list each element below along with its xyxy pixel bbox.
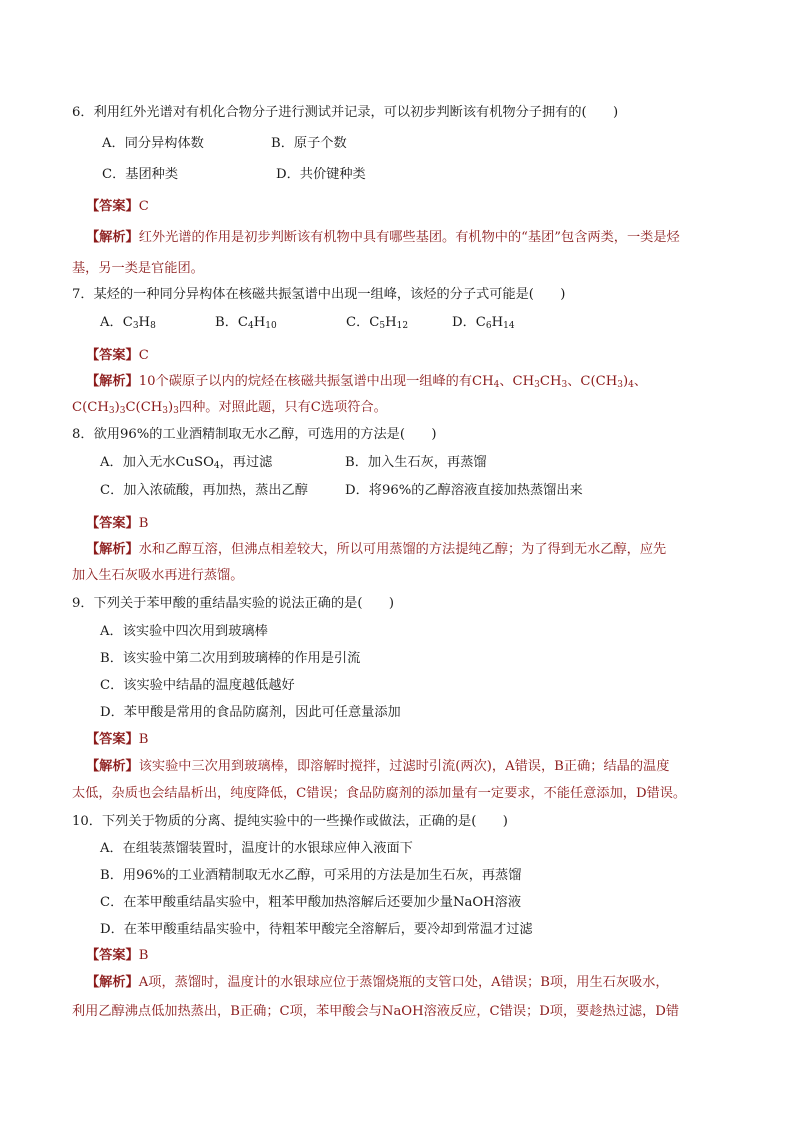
- answer-value: B: [138, 516, 149, 531]
- answer-value: B: [138, 732, 149, 747]
- answer-label: 【答案】: [86, 516, 139, 531]
- question-9-stem: 9．下列关于苯甲酸的重结晶实验的说法正确的是( ): [72, 596, 394, 611]
- question-8-answer: [86, 515, 148, 533]
- explanation-text: 红外光谱的作用是初步判断该有机物中具有哪些基团。有机物中的“基团”包含两类，一类是烃: [138, 230, 680, 245]
- question-8-option-a: A．加入无水CuSO$_4$，再过滤: [100, 455, 273, 471]
- question-9-option-c: C．该实验中结晶的温度越低越好: [100, 678, 295, 693]
- explanation-label: 【解析】: [86, 542, 139, 557]
- answer-label: 【答案】: [86, 948, 139, 963]
- question-10-option-a: A．在组装蒸馏装置时，温度计的水银球应伸入液面下: [100, 841, 413, 856]
- question-6-stem: 6．利用红外光谱对有机化合物分子进行测试并记录，可以初步判断该有机物分子拥有的( ): [72, 105, 619, 120]
- answer-value: C: [138, 199, 149, 214]
- question-7-explanation-line-1: [86, 373, 647, 391]
- question-6-option-c: C．基团种类: [102, 167, 179, 182]
- question-8-option-c: C．加入浓硫酸，再加热，蒸出乙醇: [100, 483, 308, 498]
- question-8-explanation-line-2: 加入生石灰吸水再进行蒸馏。: [72, 568, 244, 583]
- question-9-option-d: D．苯甲酸是常用的食品防腐剂，因此可任意量添加: [100, 705, 401, 720]
- question-7-option-b: B．$C_4H_{10}$: [215, 315, 277, 331]
- question-6-answer: [86, 198, 149, 216]
- explanation-text: 10个碳原子以内的烷烃在核磁共振氢谱中出现一组峰的有$CH_4$、$CH_3CH_3$、$C(CH_3)_4$、: [138, 374, 648, 390]
- explanation-label: 【解析】: [86, 759, 139, 774]
- question-9-explanation-line-2: 太低，杂质也会结晶析出，纯度降低，C错误；食品防腐剂的添加量有一定要求，不能任意添加，D错误。: [72, 786, 687, 801]
- answer-value: C: [138, 348, 149, 363]
- question-9-answer: [86, 731, 148, 749]
- question-8-explanation-line-1: [86, 541, 666, 559]
- question-6-option-a: A．同分异构体数: [102, 136, 204, 151]
- question-6-explanation-line-2: 基，另一类是官能团。: [72, 261, 204, 276]
- question-7-option-d: D．$C_6H_{14}$: [452, 315, 515, 331]
- question-10-explanation-line-1: [86, 974, 669, 992]
- question-8-option-d: D．将96%的乙醇溶液直接加热蒸馏出来: [345, 483, 583, 498]
- question-9-option-a: A．该实验中四次用到玻璃棒: [100, 624, 268, 639]
- explanation-label: 【解析】: [86, 975, 139, 990]
- question-9-explanation-line-1: [86, 758, 669, 776]
- question-8-stem: 8．欲用96%的工业酒精制取无水乙醇，可选用的方法是( ): [72, 427, 437, 442]
- question-7-answer: [86, 347, 149, 365]
- question-7-option-c: C．$C_5H_{12}$: [346, 315, 409, 331]
- question-6-option-d: D．共价键种类: [276, 167, 366, 182]
- question-7-option-a: A．$C_3H_8$: [100, 315, 156, 331]
- explanation-text: 水和乙醇互溶，但沸点相差较大，所以可用蒸馏的方法提纯乙醇；为了得到无水乙醇，应先: [138, 542, 667, 557]
- explanation-text: A项，蒸馏时，温度计的水银球应位于蒸馏烧瓶的支管口处，A错误；B项，用生石灰吸水，: [138, 975, 669, 990]
- question-10-option-c: C．在苯甲酸重结晶实验中，粗苯甲酸加热溶解后还要加少量NaOH溶液: [100, 895, 522, 910]
- question-10-option-d: D．在苯甲酸重结晶实验中，待粗苯甲酸完全溶解后，要冷却到常温才过滤: [100, 922, 533, 937]
- question-10-explanation-line-2: 利用乙醇沸点低加热蒸出，B正确；C项，苯甲酸会与NaOH溶液反应，C错误；D项，要趁热过滤，D错: [72, 1004, 680, 1019]
- answer-value: B: [138, 948, 149, 963]
- answer-label: 【答案】: [86, 199, 139, 214]
- question-6-option-b: B．原子个数: [271, 136, 347, 151]
- question-10-answer: [86, 947, 148, 965]
- question-10-option-b: B．用96%的工业酒精制取无水乙醇，可采用的方法是加生石灰，再蒸馏: [100, 868, 522, 883]
- explanation-label: 【解析】: [86, 374, 139, 389]
- explanation-label: 【解析】: [86, 230, 139, 245]
- question-7-stem: 7．某烃的一种同分异构体在核磁共振氢谱中出现一组峰，该烃的分子式可能是( ): [72, 287, 566, 302]
- explanation-text: 该实验中三次用到玻璃棒，即溶解时搅拌，过滤时引流(两次)，A错误，B正确；结晶的温度: [138, 759, 670, 774]
- question-9-option-b: B．该实验中第二次用到玻璃棒的作用是引流: [100, 651, 361, 666]
- question-10-stem: 10．下列关于物质的分离、提纯实验中的一些操作或做法，正确的是( ): [72, 814, 508, 829]
- question-7-explanation-line-2: $C(CH_3)_3C(CH_3)_3$四种。对照此题，只有C选项符合。: [72, 400, 387, 416]
- question-6-explanation-line-1: [86, 229, 680, 247]
- answer-label: 【答案】: [86, 732, 139, 747]
- answer-label: 【答案】: [86, 348, 139, 363]
- question-8-option-b: B．加入生石灰，再蒸馏: [345, 455, 487, 470]
